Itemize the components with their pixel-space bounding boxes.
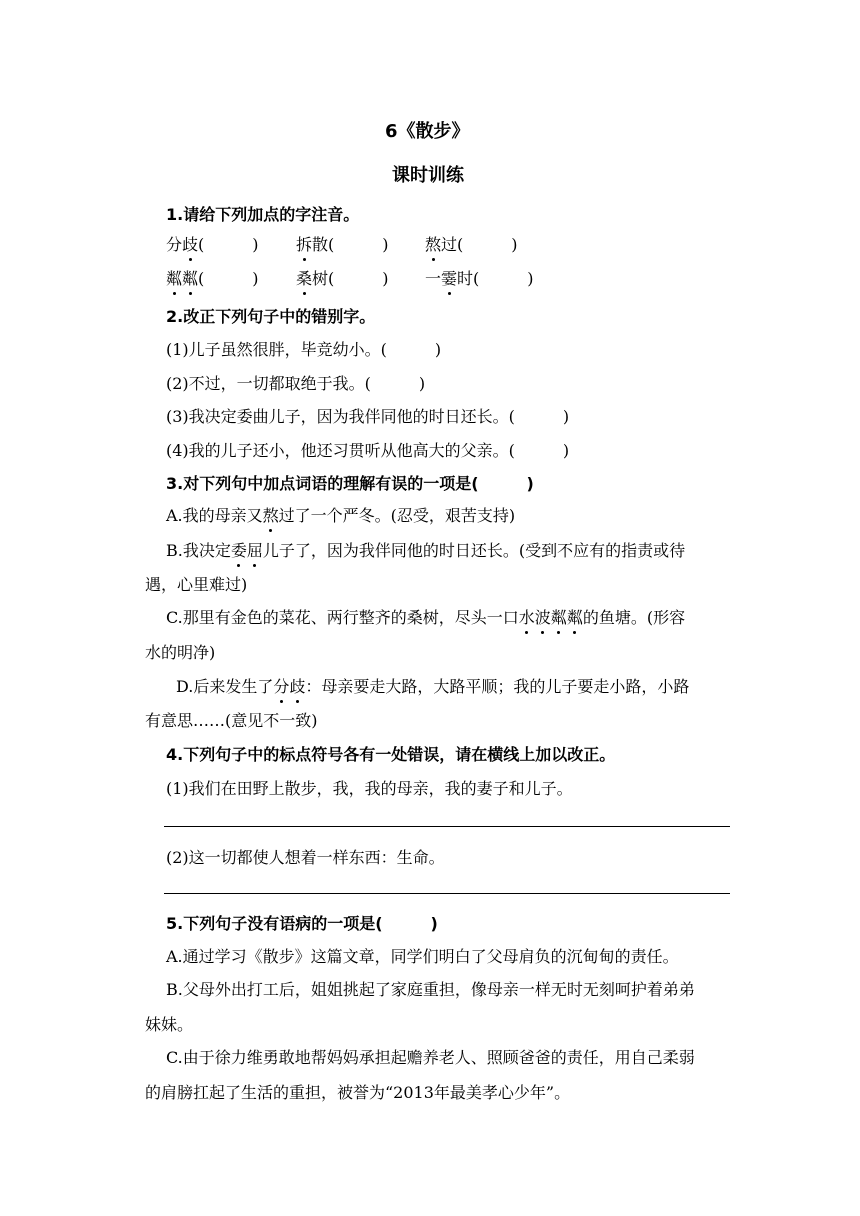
- q3-option-c: C.那里有金色的菜花、两行整齐的桑树，尽头一口水波粼粼的鱼塘。(形容: [166, 605, 685, 628]
- dotted-char: 霎: [441, 266, 457, 289]
- q4-item: (1)我们在田野上散步，我，我的母亲，我的妻子和儿子。: [166, 779, 573, 798]
- dotted-char: 粼: [182, 266, 198, 289]
- dotted-char: 波: [535, 605, 551, 628]
- page-title: 6《散步》: [385, 121, 470, 142]
- q4-item: (2)这一切都使人想着一样东西：生命。: [166, 848, 445, 867]
- q5-option-b: B.父母外出打工后，姐姐挑起了家庭重担，像母亲一样无时无刻呵护着弟弟: [166, 980, 695, 999]
- q3-option-d: D.后来发生了分歧：母亲要走大路，大路平顺；我的儿子要走小路，小路: [176, 674, 689, 697]
- dotted-char: 水: [519, 605, 535, 628]
- dotted-word: [231, 541, 263, 560]
- q1-heading: 1.请给下列加点的字注音。: [166, 205, 360, 224]
- q3-option-c-cont: 水的明净): [145, 643, 216, 662]
- q2-item: (2)不过，一切都取绝于我。( ): [166, 374, 426, 393]
- dotted-char: 屈: [247, 538, 263, 561]
- answer-line: [164, 893, 730, 894]
- dotted-char: 粼: [551, 605, 567, 628]
- dotted-char: 熬: [425, 232, 441, 255]
- page-subtitle: 课时训练: [392, 165, 464, 186]
- q1-item: 桑树( ): [296, 266, 389, 289]
- q5-option-c: C.由于徐力维勇敢地帮妈妈承担起赡养老人、照顾爸爸的责任，用自己柔弱: [166, 1048, 695, 1067]
- q1-item: 粼粼( ): [166, 266, 259, 289]
- q1-item: 分歧( ): [166, 232, 259, 255]
- dotted-char: 委: [231, 538, 247, 561]
- answer-line: [164, 826, 730, 827]
- dotted-char: 歧: [289, 674, 305, 697]
- q2-item: (4)我的儿子还小，他还习贯听从他高大的父亲。( ): [166, 441, 570, 460]
- q3-option-b: B.我决定委屈儿子了，因为我伴同他的时日还长。(受到不应有的指责或待: [166, 538, 685, 561]
- q3-option-d-cont: 有意思……(意见不一致): [145, 711, 318, 730]
- q1-item: 熬过( ): [425, 232, 518, 255]
- q5-option-b-cont: 妹妹。: [145, 1015, 194, 1034]
- dotted-char: [166, 269, 198, 288]
- q3-option-b-cont: 遇，心里难过): [145, 575, 248, 594]
- dotted-char: 拆: [296, 232, 312, 255]
- q5-option-a: A.通过学习《散步》这篇文章，同学们明白了父母肩负的沉甸甸的责任。: [166, 947, 679, 966]
- q3-heading: 3.对下列句中加点词语的理解有误的一项是( ): [166, 474, 534, 493]
- dotted-char: 歧: [182, 232, 198, 255]
- q1-item: 一霎时( ): [425, 266, 534, 289]
- dotted-char: 分: [273, 674, 289, 697]
- dotted-char: 桑: [296, 266, 312, 289]
- q5-heading: 5.下列句子没有语病的一项是( ): [166, 914, 438, 933]
- q2-item: (3)我决定委曲儿子，因为我伴同他的时日还长。( ): [166, 407, 570, 426]
- q2-item: (1)儿子虽然很胖，毕竞幼小。( ): [166, 340, 442, 359]
- q5-option-c-cont: 的肩膀扛起了生活的重担，被誉为“2013年最美孝心少年”。: [145, 1083, 571, 1102]
- q1-item: 拆散( ): [296, 232, 389, 255]
- q4-heading: 4.下列句子中的标点符号各有一处错误，请在横线上加以改正。: [166, 745, 616, 764]
- dotted-word: [519, 608, 583, 627]
- dotted-char: 粼: [166, 266, 182, 289]
- dotted-word: [273, 677, 305, 696]
- q2-heading: 2.改正下列句子中的错别字。: [166, 307, 376, 326]
- dotted-char: 粼: [567, 605, 583, 628]
- q3-option-a: A.我的母亲又熬过了一个严冬。(忍受，艰苦支持): [166, 503, 515, 526]
- dotted-word: 熬: [263, 503, 279, 526]
